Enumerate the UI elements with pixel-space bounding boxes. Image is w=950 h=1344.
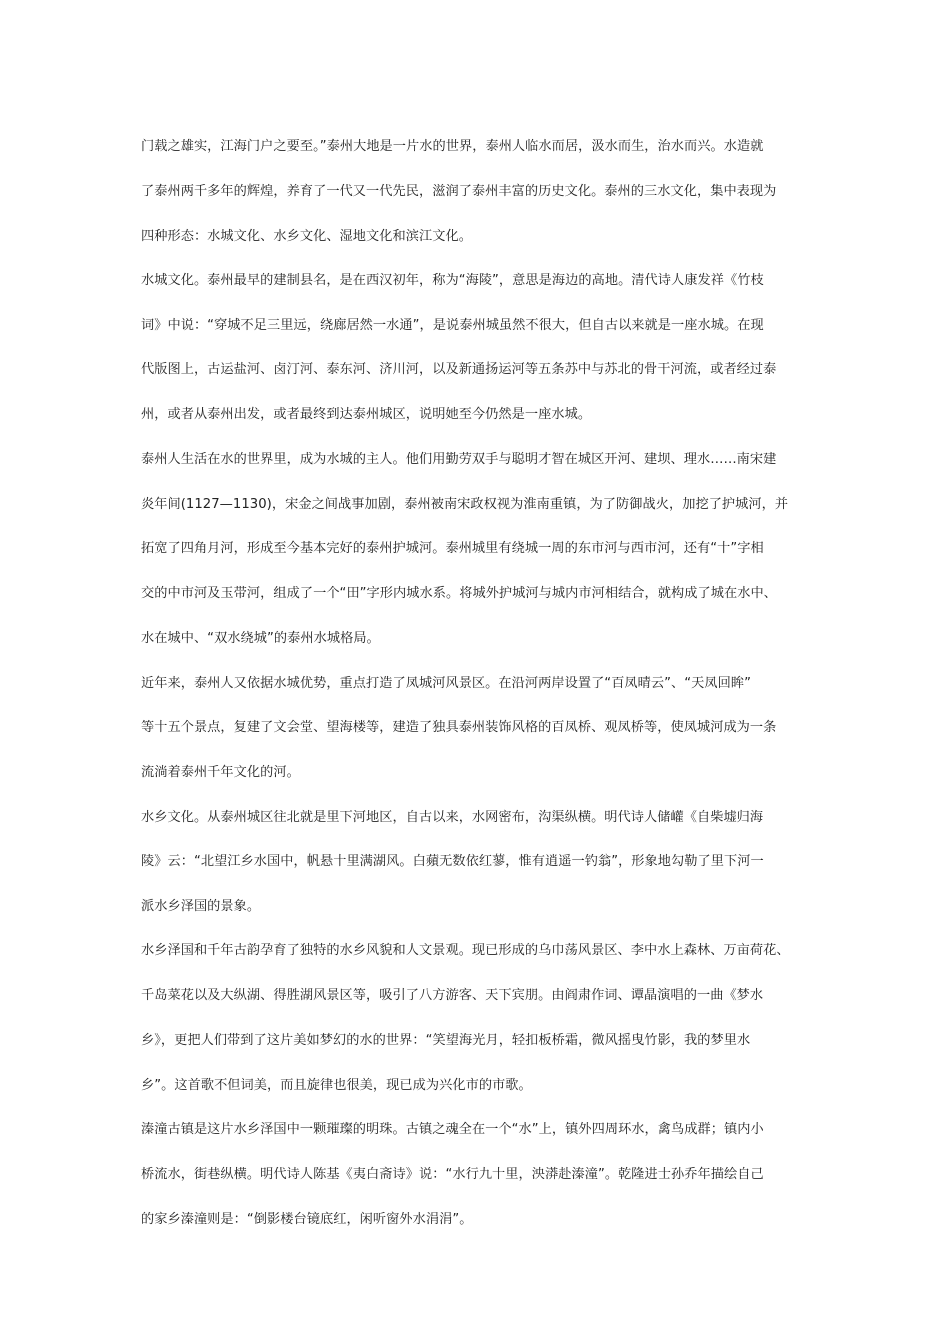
text-line: 拓宽了四角月河，形成至今基本完好的泰州护城河。泰州城里有绕城一周的东市河与西市河，还有“十”字相 [141,541,764,556]
text-line: 交的中市河及玉带河，组成了一个“田”字形内城水系。将城外护城河与城内市河相结合，就构成了城在水中、 [141,586,777,601]
text-line: 陵》云：“北望江乡水国中，帆悬十里满湖风。白蘋无数依红蓼，惟有逍遥一钓翁”，形象地勾勒了里下河一 [141,854,764,869]
text-line: 千岛菜花以及大纵湖、得胜湖风景区等，吸引了八方游客、天下宾朋。由阎肃作词、谭晶演唱的一曲《梦水 [141,988,764,1003]
text-line: 等十五个景点，复建了文会堂、望海楼等，建造了独具泰州装饰风格的百凤桥、观凤桥等，使凤城河成为一条 [141,720,777,735]
text-line: 乡”。这首歌不但词美，而且旋律也很美，现已成为兴化市的市歌。 [141,1078,532,1093]
text-line: 泰州人生活在水的世界里，成为水城的主人。他们用勤劳双手与聪明才智在城区开河、建坝、理水……南宋建 [141,452,777,467]
text-line: 水在城中、“双水绕城”的泰州水城格局。 [141,631,380,646]
text-line: 四种形态：水城文化、水乡文化、湿地文化和滨江文化。 [141,229,472,244]
text-line: 的家乡溱潼则是：“倒影楼台镜底红，闲听窗外水涓涓”。 [141,1212,473,1227]
text-line: 词》中说：“穿城不足三里远，绕廊居然一水通”，是说泰州城虽然不很大，但自古以来就是一座水城。在现 [141,318,764,333]
text-line: 州，或者从泰州出发，或者最终到达泰州城区，说明她至今仍然是一座水城。 [141,407,592,422]
text-line: 了泰州两千多年的辉煌，养育了一代又一代先民，滋润了泰州丰富的历史文化。泰州的三水文化，集中表现为 [141,184,777,199]
text-line: 桥流水，街巷纵横。明代诗人陈基《夷白斋诗》说：“水行九十里，泱漭赴溱潼”。乾隆进士孙乔年描绘自己 [141,1167,764,1182]
text-line: 溱潼古镇是这片水乡泽国中一颗璀璨的明珠。古镇之魂全在一个“水”上，镇外四周环水，禽鸟成群；镇内小 [141,1122,764,1137]
text-line: 炎年间(1127—1130)，宋金之间战事加剧，泰州被南宋政权视为淮南重镇，为了防御战火，加挖了护城河，并 [141,497,789,512]
text-line: 水城文化。泰州最早的建制县名，是在西汉初年，称为“海陵”，意思是海边的高地。清代诗人康发祥《竹枝 [141,273,764,288]
text-line: 水乡泽国和千年古韵孕育了独特的水乡风貌和人文景观。现已形成的乌巾荡风景区、李中水上森林、万亩荷花、 [141,943,790,958]
text-line: 代版图上，古运盐河、卤汀河、泰东河、济川河，以及新通扬运河等五条苏中与苏北的骨干河流，或者经过泰 [141,362,777,377]
text-line: 门载之雄实，江海门户之要至。”泰州大地是一片水的世界，泰州人临水而居，汲水而生，治水而兴。水造就 [141,139,764,154]
text-line: 乡》，更把人们带到了这片美如梦幻的水的世界：“笑望海光月，轻扣板桥霜，微风摇曳竹影，我的梦里水 [141,1033,751,1048]
text-line: 水乡文化。从泰州城区往北就是里下河地区，自古以来，水网密布，沟渠纵横。明代诗人储巏《自柴墟归海 [141,810,764,825]
text-line: 派水乡泽国的景象。 [141,899,261,914]
text-line: 流淌着泰州千年文化的河。 [141,765,300,780]
text-line: 近年来，泰州人又依据水城优势，重点打造了凤城河风景区。在沿河两岸设置了“百凤晴云”、“天凤回眸” [141,676,751,691]
